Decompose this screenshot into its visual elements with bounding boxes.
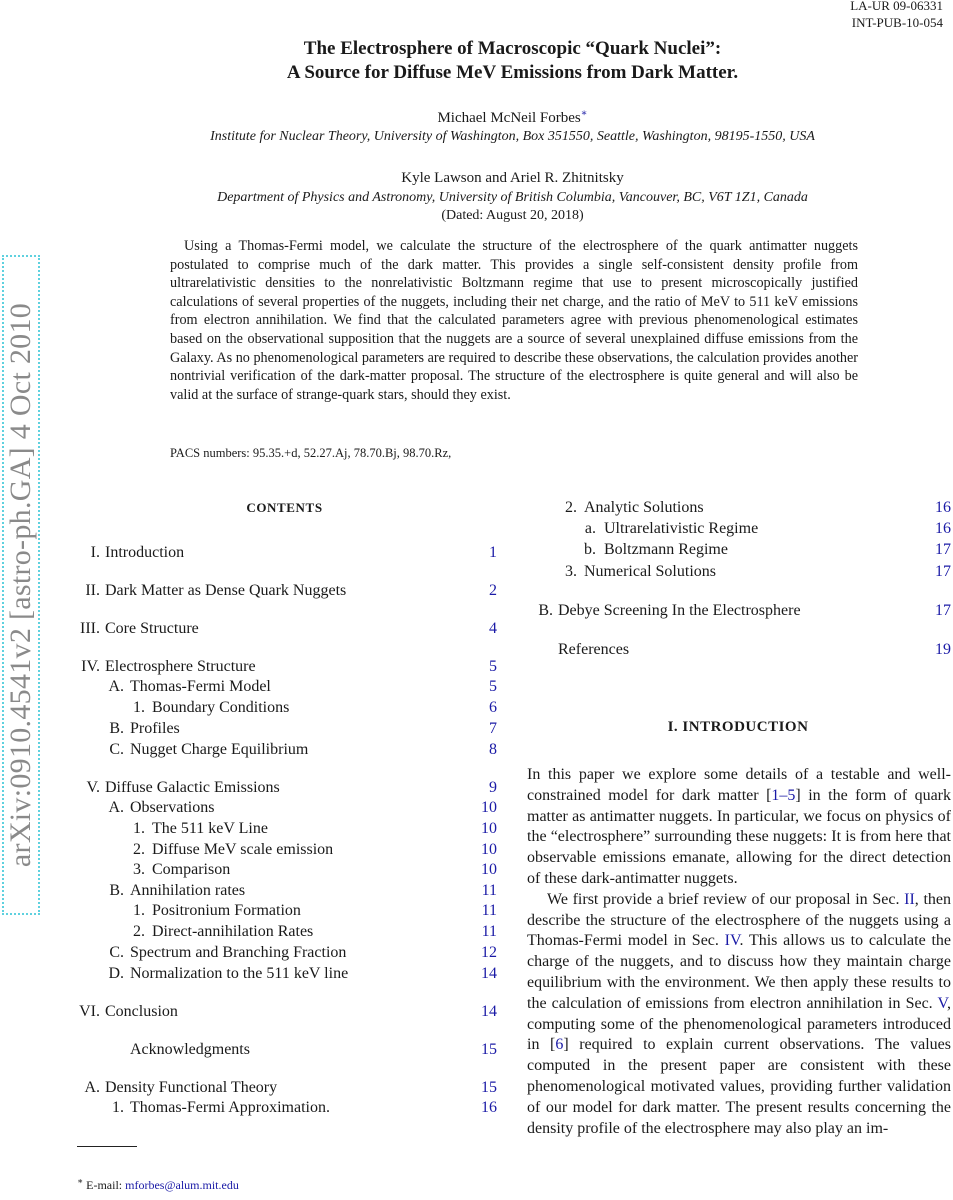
affiliation-ubc: Department of Physics and Astronomy, University of British Columbia, Vancouver, BC, V6T 1Z1, Canada: [217, 190, 808, 205]
arxiv-stamp[interactable]: [2, 255, 40, 915]
toc-entry-page-link[interactable]: 7: [489, 720, 497, 737]
footnote-mark: ∗: [77, 1176, 84, 1186]
date-line: (Dated: August 20, 2018): [441, 208, 584, 223]
toc-entry[interactable]: [77, 1002, 497, 1022]
toc-entry[interactable]: [527, 498, 951, 518]
preprint-number: INT-PUB-10-054: [851, 15, 943, 30]
toc-entry[interactable]: [77, 901, 497, 921]
toc-entry-label: Direct-annihilation Rates: [152, 923, 314, 940]
toc-entry-number: C.: [109, 741, 124, 758]
toc-entry-number: 1.: [133, 902, 145, 919]
toc-entry[interactable]: [77, 922, 497, 942]
toc-entry-page-link[interactable]: 9: [489, 779, 497, 796]
authors-lawson-zhitnitsky: Kyle Lawson and Ariel R. Zhitnitsky: [401, 170, 624, 186]
toc-entry-label: Conclusion: [105, 1003, 178, 1020]
toc-entry-page-link[interactable]: 16: [481, 1099, 497, 1116]
toc-entry-label: Thomas-Fermi Approximation.: [130, 1099, 330, 1116]
toc-entry[interactable]: [77, 860, 497, 880]
citation-link[interactable]: 1–5: [771, 786, 796, 804]
toc-entry-label: Diffuse MeV scale emission: [152, 841, 334, 858]
toc-entry-label: Ultrarelativistic Regime: [604, 520, 759, 537]
toc-entry[interactable]: [77, 964, 497, 984]
toc-entry-page-link[interactable]: 8: [489, 741, 497, 758]
toc-entry-label: Comparison: [152, 861, 231, 878]
toc-entry-page-link[interactable]: 14: [481, 1003, 497, 1020]
toc-entry[interactable]: [77, 543, 497, 563]
pacs-numbers: PACS numbers: 95.35.+d, 52.27.Aj, 78.70.Bj, 98.70.Rz,: [170, 446, 452, 460]
toc-entry-page-link[interactable]: 10: [481, 861, 497, 878]
toc-entry-number: 1.: [133, 699, 145, 716]
toc-entry-page-link[interactable]: 10: [481, 841, 497, 858]
toc-entry[interactable]: [77, 881, 497, 901]
section-ref-link[interactable]: II: [904, 890, 915, 908]
email-link[interactable]: mforbes@alum.mit.edu: [125, 1178, 239, 1192]
author-name: Michael McNeil Forbes: [437, 110, 581, 126]
toc-entry[interactable]: [77, 698, 497, 718]
toc-entry-number: 1.: [112, 1099, 124, 1116]
toc-entry-number: V.: [86, 779, 100, 796]
toc-entry-page-link[interactable]: 4: [489, 620, 497, 637]
contents-heading: CONTENTS: [246, 500, 323, 515]
toc-entry-page-link[interactable]: 12: [481, 944, 497, 961]
toc-entry-number: B.: [109, 882, 124, 899]
toc-entry-number: 3.: [565, 563, 577, 580]
toc-entry-label: Diffuse Galactic Emissions: [105, 779, 280, 796]
toc-entry-number: A.: [108, 678, 124, 695]
toc-entry-label: Analytic Solutions: [584, 499, 704, 516]
toc-entry-number: 2.: [565, 499, 577, 516]
toc-entry-label: Nugget Charge Equilibrium: [130, 741, 309, 758]
toc-entry-label: Thomas-Fermi Model: [130, 678, 271, 695]
toc-entry-page-link[interactable]: 14: [481, 965, 497, 982]
toc-entry[interactable]: [77, 581, 497, 601]
toc-entry-number: b.: [584, 541, 596, 558]
toc-entry-label: Spectrum and Branching Fraction: [130, 944, 347, 961]
toc-entry-label: Normalization to the 511 keV line: [130, 965, 349, 982]
toc-entry-number: A.: [84, 1079, 100, 1096]
toc-entry-page-link[interactable]: 2: [489, 582, 497, 599]
toc-entry[interactable]: [77, 1040, 497, 1060]
toc-entry[interactable]: [527, 601, 951, 621]
toc-entry[interactable]: [527, 562, 951, 582]
footnote: [77, 1176, 239, 1193]
toc-entry-label: Acknowledgments: [130, 1041, 250, 1058]
toc-entry-page-link[interactable]: 16: [935, 520, 951, 537]
toc-entry-number: 3.: [133, 861, 145, 878]
toc-entry-label: Positronium Formation: [152, 902, 301, 919]
section-ref-link[interactable]: IV: [724, 932, 740, 950]
citation-link[interactable]: 6: [555, 1036, 564, 1054]
toc-entry[interactable]: [77, 657, 497, 677]
toc-entry-page-link[interactable]: 15: [481, 1041, 497, 1058]
toc-entry-number: B.: [538, 602, 553, 619]
toc-entry-number: II.: [85, 582, 100, 599]
paper-title-line-2: A Source for Diffuse MeV Emissions from Dark Matter.: [286, 62, 739, 83]
toc-entry[interactable]: [77, 1098, 497, 1118]
author-forbes: [0, 108, 953, 127]
toc-entry-number: 2.: [133, 923, 145, 940]
report-number: LA-UR 09-06331: [850, 0, 943, 13]
toc-entry[interactable]: [77, 840, 497, 860]
toc-entry[interactable]: [77, 798, 497, 818]
introduction-body: [527, 765, 951, 1139]
toc-entry[interactable]: [77, 677, 497, 697]
toc-entry-label: Electrosphere Structure: [105, 658, 256, 675]
affiliation-uw: Institute for Nuclear Theory, University of Washington, Box 351550, Seattle, Washington, 98195-1550, USA: [210, 129, 815, 144]
toc-entry[interactable]: [77, 740, 497, 760]
toc-entry[interactable]: [527, 640, 951, 660]
toc-entry[interactable]: [77, 819, 497, 839]
intro-paragraph-2: We first provide a brief review of our proposal in Sec. II, then describe the structure of the electrosphere of the nuggets using a Thomas-Fermi model in Sec. IV. This allows us to calculate the charge of the nuggets, and to discuss how they maintain charge equilibrium with the environment. We then apply these results to the calculation of emissions from electron annihilation in Sec. V, computing some of the phenomenological parameters introduced in [6] required to explain current observations. The values computed in the present paper are consistent with these phenomenological motivated values, providing further validation of our model for dark matter. The present results concerning the density profile of the electrosphere may also play an im-: [527, 890, 952, 1137]
toc-entry[interactable]: [77, 719, 497, 739]
toc-entry-number: I.: [90, 544, 100, 561]
toc-entry-label: Boltzmann Regime: [604, 541, 728, 558]
footnote-label: E-mail:: [86, 1178, 123, 1192]
toc-entry-label: Introduction: [105, 544, 185, 561]
toc-entry[interactable]: [77, 943, 497, 963]
toc-entry-page-link[interactable]: 5: [489, 678, 497, 695]
toc-entry-number: III.: [80, 620, 100, 637]
toc-entry-page-link[interactable]: 1: [489, 544, 497, 561]
toc-entry[interactable]: [527, 519, 951, 539]
toc-entry-page-link[interactable]: 10: [481, 799, 497, 816]
toc-entry-number: VI.: [79, 1003, 100, 1020]
section-ref-link[interactable]: V: [937, 994, 947, 1012]
toc-entry-number: 2.: [133, 841, 145, 858]
toc-entry-number: B.: [109, 720, 124, 737]
abstract: Using a Thomas-Fermi model, we calculate the structure of the electrosphere of the quark antimatter nuggets postulated to comprise much of the dark matter. This provides a single self-consistent density profile from ultrarelativistic densities to the nonrelativistic Boltzmann regime that use to present microscopically justified calculations of several properties of the nuggets, including their net charge, and the ratio of MeV to 511 keV emissions from electron annihilation. We find that the calculated parameters agree with previous phenomenological estimates based on the observational supposition that the nuggets are a source of several unexplained diffuse emissions from the Galaxy. As no phenomenological parameters are required to describe these observations, the calculation provides another nontrivial verification of the dark-matter proposal. The structure of the electrosphere is quite general and will also be valid at the surface of strange-quark stars, should they exist.: [170, 238, 858, 403]
toc-entry-page-link[interactable]: 17: [935, 541, 951, 558]
intro-paragraph-1: In this paper we explore some details of a testable and well-constrained model for dark matter [1–5] in the form of quark matter as antimatter nuggets. In particular, we focus on physics of the “electrosphere” surrounding these nuggets: It is from here that observable emissions emanate, allowing for the direct detection of these dark-antimatter nuggets.: [527, 766, 951, 887]
arxiv-stamp-text: arXiv:0910.4541v2 [astro-ph.GA] 4 Oct 2010: [4, 302, 37, 868]
toc-entry-page-link[interactable]: 11: [481, 923, 497, 940]
toc-entry-number: 1.: [133, 820, 145, 837]
toc-entry-page-link[interactable]: 6: [489, 699, 497, 716]
toc-entry-number: D.: [108, 965, 124, 982]
toc-entry[interactable]: [77, 619, 497, 639]
toc-entry-page-link[interactable]: 19: [935, 641, 951, 658]
footnote-marker[interactable]: ∗: [580, 108, 588, 119]
toc-entry-page-link[interactable]: 17: [935, 563, 951, 580]
toc-entry-label: Profiles: [130, 720, 180, 737]
toc-entry-label: Core Structure: [105, 620, 199, 637]
toc-entry-label: Debye Screening In the Electrosphere: [558, 602, 801, 619]
toc-entry-label: Density Functional Theory: [105, 1079, 278, 1096]
toc-entry[interactable]: [77, 778, 497, 798]
toc-entry-label: Boundary Conditions: [152, 699, 290, 716]
toc-entry-page-link[interactable]: 5: [489, 658, 497, 675]
toc-entry-number: a.: [584, 520, 596, 537]
toc-entry[interactable]: [527, 540, 951, 560]
paper-title-line-1: The Electrosphere of Macroscopic “Quark Nuclei”:: [303, 38, 722, 59]
toc-entry-label: Numerical Solutions: [584, 563, 716, 580]
toc-entry-label: Observations: [130, 799, 215, 816]
toc-entry-page-link[interactable]: 16: [935, 499, 951, 516]
toc-entry-page-link[interactable]: 11: [481, 882, 497, 899]
toc-entry-page-link[interactable]: 17: [935, 602, 951, 619]
toc-entry-label: The 511 keV Line: [152, 820, 268, 837]
footnote-rule: [77, 1146, 137, 1147]
toc-entry-label: References: [558, 641, 630, 658]
toc-entry-page-link[interactable]: 11: [481, 902, 497, 919]
section-heading-introduction: I. INTRODUCTION: [667, 719, 809, 735]
toc-entry-number: IV.: [81, 658, 100, 675]
toc-entry-label: Dark Matter as Dense Quark Nuggets: [105, 582, 347, 599]
toc-entry-number: C.: [109, 944, 124, 961]
toc-entry-page-link[interactable]: 10: [481, 820, 497, 837]
toc-entry[interactable]: [77, 1078, 497, 1098]
toc-entry-number: A.: [108, 799, 124, 816]
toc-entry-label: Annihilation rates: [130, 882, 246, 899]
toc-entry-page-link[interactable]: 15: [481, 1079, 497, 1096]
